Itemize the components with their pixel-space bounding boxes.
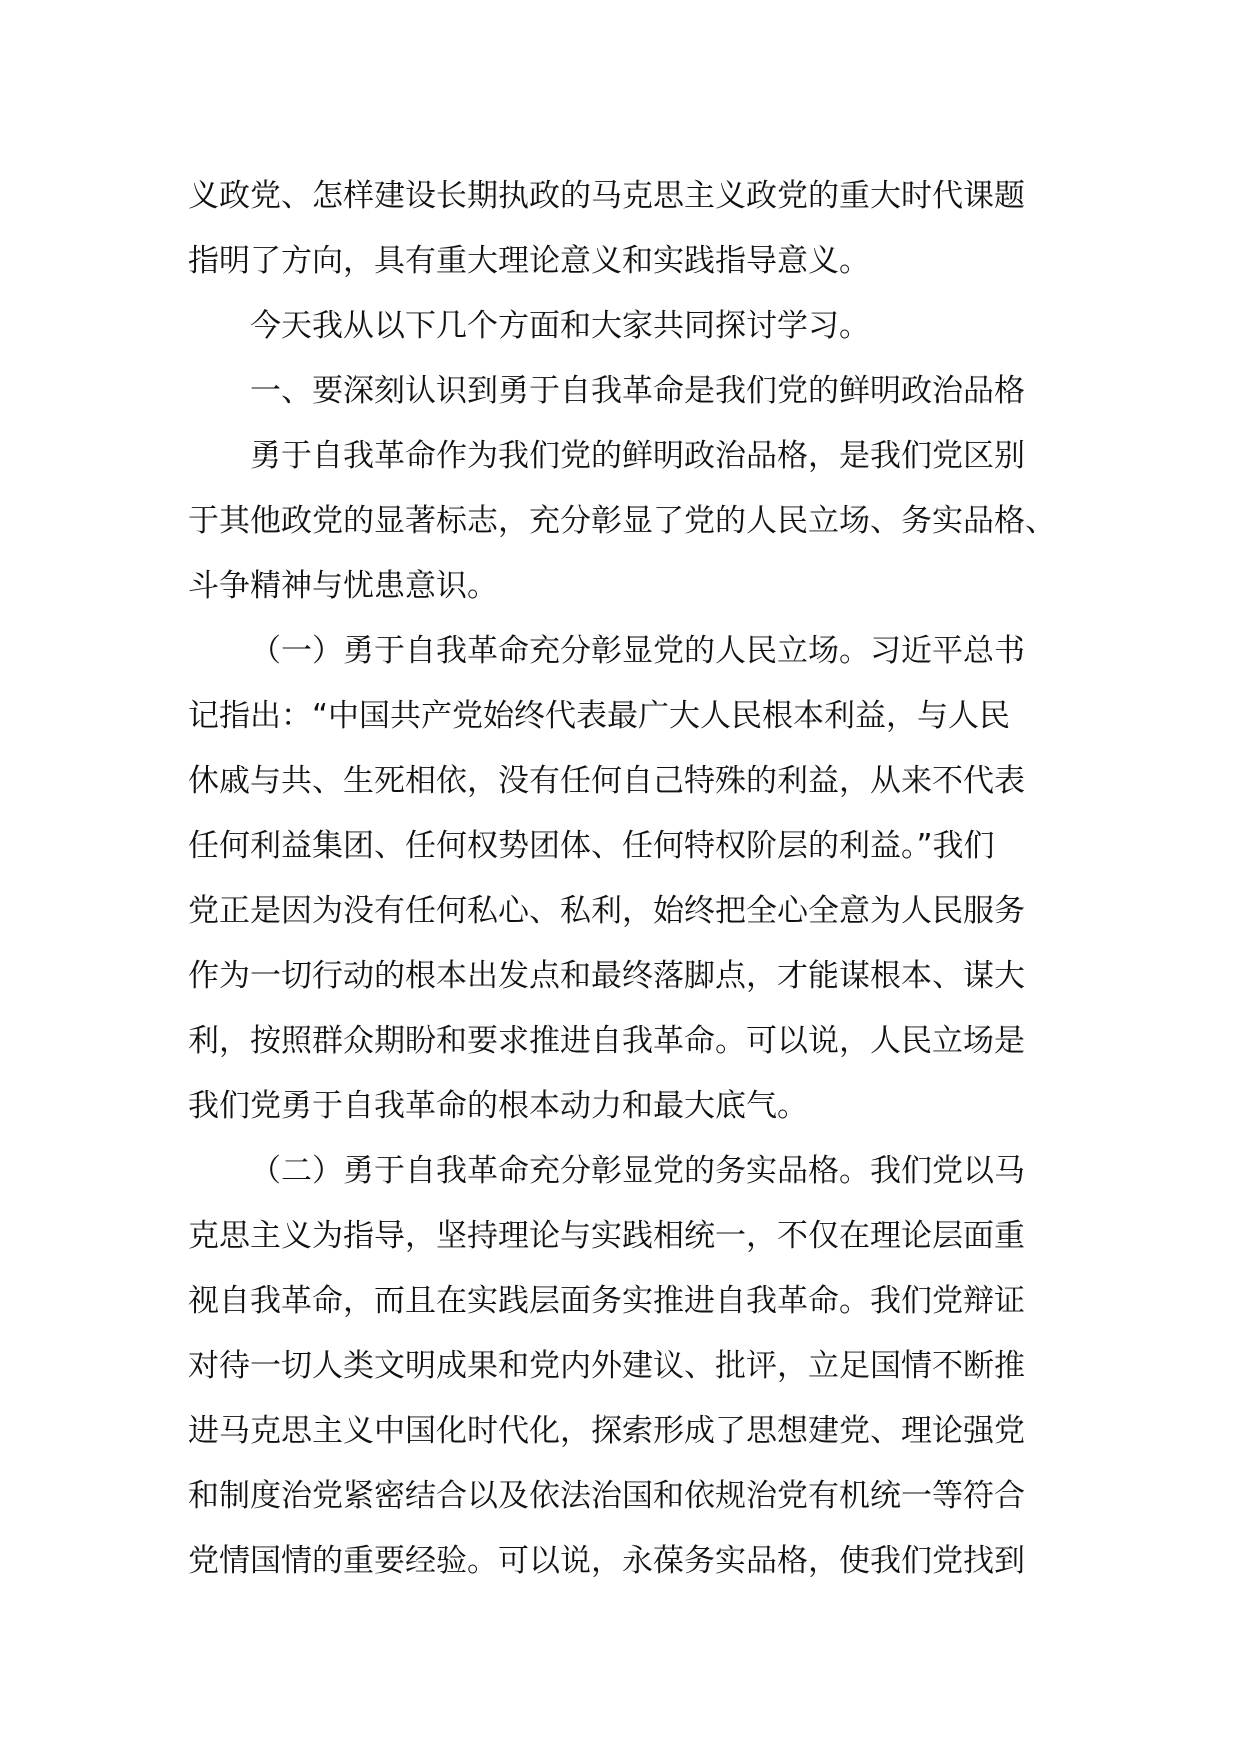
text-line: 利，按照群众期盼和要求推进自我革命。可以说，人民立场是 [188,1023,1025,1059]
text-line: 视自我革命，而且在实践层面务实推进自我革命。我们党辩证 [188,1283,1025,1319]
document-body [188,164,1068,1594]
text-line: 义政党、怎样建设长期执政的马克思主义政党的重大时代课题 [188,178,1025,214]
subsection-line: （一）勇于自我革命充分彰显党的人民立场。习近平总书 [250,633,1025,669]
subsection-line: （二）勇于自我革命充分彰显党的务实品格。我们党以马 [250,1153,1025,1189]
text-line: 和制度治党紧密结合以及依法治国和依规治党有机统一等符合 [188,1478,1025,1514]
text-line: 作为一切行动的根本出发点和最终落脚点，才能谋根本、谋大 [188,958,1025,994]
text-line: 党正是因为没有任何私心、私利，始终把全心全意为人民服务 [188,893,1025,929]
text-line: 对待一切人类文明成果和党内外建议、批评，立足国情不断推 [188,1348,1025,1384]
text-line: 克思主义为指导，坚持理论与实践相统一，不仅在理论层面重 [188,1218,1025,1254]
paragraph-line: 勇于自我革命作为我们党的鲜明政治品格，是我们党区别 [250,438,1025,474]
text-line: 任何利益集团、任何权势团体、任何特权阶层的利益。”我们 [188,828,995,864]
text-line: 于其他政党的显著标志，充分彰显了党的人民立场、务实品格、 [188,503,1056,539]
text-line: 斗争精神与忧患意识。 [188,568,498,604]
text-line: 我们党勇于自我革命的根本动力和最大底气。 [188,1088,808,1124]
text-line: 进马克思主义中国化时代化，探索形成了思想建党、理论强党 [188,1413,1025,1449]
text-line: 指明了方向，具有重大理论意义和实践指导意义。 [188,243,870,279]
section-heading: 一、要深刻认识到勇于自我革命是我们党的鲜明政治品格 [250,373,1025,409]
text-line: 党情国情的重要经验。可以说，永葆务实品格，使我们党找到 [188,1543,1025,1579]
text-line: 记指出：“中国共产党始终代表最广大人民根本利益，与人民 [188,698,1011,734]
paragraph-line: 今天我从以下几个方面和大家共同探讨学习。 [250,308,870,344]
text-line: 休戚与共、生死相依，没有任何自己特殊的利益，从来不代表 [188,763,1025,799]
